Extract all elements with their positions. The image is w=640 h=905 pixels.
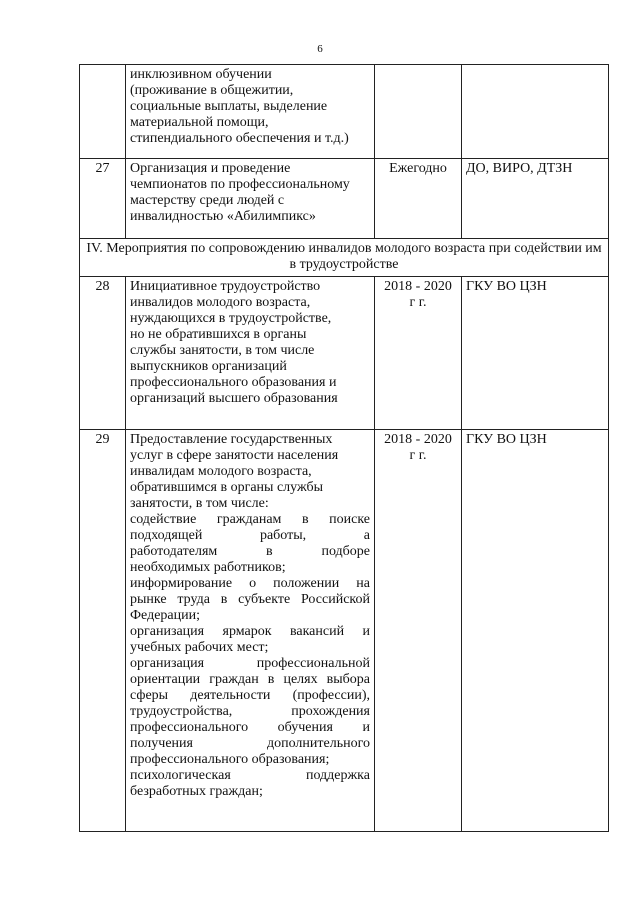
- measure-text-cell: [126, 430, 375, 832]
- text-line: рынке труда в субъекте Российской: [130, 592, 370, 607]
- text-line: работодателям в подборе: [130, 544, 370, 559]
- text-line: инвалидов молодого возраста,: [130, 295, 311, 310]
- text-line: информирование о положении на: [130, 576, 370, 591]
- term-suffix: г г.: [409, 448, 427, 463]
- text-line: профессионального обучения и: [130, 720, 370, 735]
- responsible-cell: ГКУ ВО ЦЗН: [462, 430, 609, 832]
- text-line: но не обратившихся в органы: [130, 327, 307, 342]
- responsible-cell: [462, 65, 609, 159]
- row-number-cell: 29: [80, 430, 126, 832]
- text-line: содействие гражданам в поиске: [130, 512, 370, 527]
- text-line: (проживание в общежитии,: [130, 83, 294, 98]
- text-line: подходящей работы, а: [130, 528, 370, 543]
- term-years: 2018 - 2020: [384, 279, 452, 294]
- text-line: выпускников организаций: [130, 359, 287, 374]
- term-suffix: г г.: [409, 295, 427, 310]
- text-line: профессионального образования;: [130, 752, 330, 767]
- row-number-cell: 28: [80, 277, 126, 430]
- text-line: социальные выплаты, выделение: [130, 99, 328, 114]
- text-line: обратившимся в органы службы: [130, 480, 323, 495]
- text-line: Федерации;: [130, 608, 201, 623]
- table-row: [80, 65, 609, 159]
- text-line: Предоставление государственных: [130, 432, 333, 447]
- text-line: психологическая поддержка: [130, 768, 370, 783]
- text-line: получения дополнительного: [130, 736, 370, 751]
- measure-text-cell: [126, 277, 375, 430]
- text-line: занятости, в том числе:: [130, 496, 269, 511]
- text-line: материальной помощи,: [130, 115, 269, 130]
- term-years: 2018 - 2020: [384, 432, 452, 447]
- measure-text-cell: [126, 159, 375, 239]
- section-row: [80, 239, 609, 277]
- text-line: инвалидам молодого возраста,: [130, 464, 312, 479]
- term-cell: [375, 430, 462, 832]
- text-line: трудоустройства, прохождения: [130, 704, 370, 719]
- text-line: профессионального образования и: [130, 375, 337, 390]
- row-number-cell: 27: [80, 159, 126, 239]
- term-cell: Ежегодно: [375, 159, 462, 239]
- text-line: услуг в сфере занятости населения: [130, 448, 339, 463]
- term-cell: [375, 65, 462, 159]
- text-line: сферы деятельности (профессии),: [130, 688, 370, 703]
- text-line: инклюзивном обучении: [130, 67, 272, 82]
- text-line: безработных граждан;: [130, 784, 263, 799]
- term-cell: [375, 277, 462, 430]
- text-line: организация профессиональной: [130, 656, 370, 671]
- responsible-cell: ГКУ ВО ЦЗН: [462, 277, 609, 430]
- measure-text-cell: [126, 65, 375, 159]
- text-line: организация ярмарок вакансий и: [130, 624, 370, 639]
- row-number-cell: [80, 65, 126, 159]
- text-line: организаций высшего образования: [130, 391, 338, 406]
- text-line: службы занятости, в том числе: [130, 343, 315, 358]
- text-line: Организация и проведение: [130, 161, 291, 176]
- text-line: инвалидностью «Абилимпикс»: [130, 209, 316, 224]
- text-line: Инициативное трудоустройство: [130, 279, 321, 294]
- table-row: [80, 159, 609, 239]
- text-line: учебных рабочих мест;: [130, 640, 269, 655]
- section-heading: IV. Мероприятия по сопровождению инвалидов молодого возраста при содействии им в трудоустройстве: [80, 239, 609, 277]
- text-line: стипендиального обеспечения и т.д.): [130, 131, 349, 146]
- page-number: 6: [317, 43, 323, 55]
- text-line: мастерству среди людей с: [130, 193, 285, 208]
- text-line: необходимых работников;: [130, 560, 286, 575]
- text-line: нуждающихся в трудоустройстве,: [130, 311, 332, 326]
- responsible-cell: ДО, ВИРО, ДТЗН: [462, 159, 609, 239]
- measures-table: [79, 64, 609, 832]
- table-row: [80, 430, 609, 832]
- text-line: ориентации граждан в целях выбора: [130, 672, 370, 687]
- table-row: [80, 277, 609, 430]
- text-line: чемпионатов по профессиональному: [130, 177, 350, 192]
